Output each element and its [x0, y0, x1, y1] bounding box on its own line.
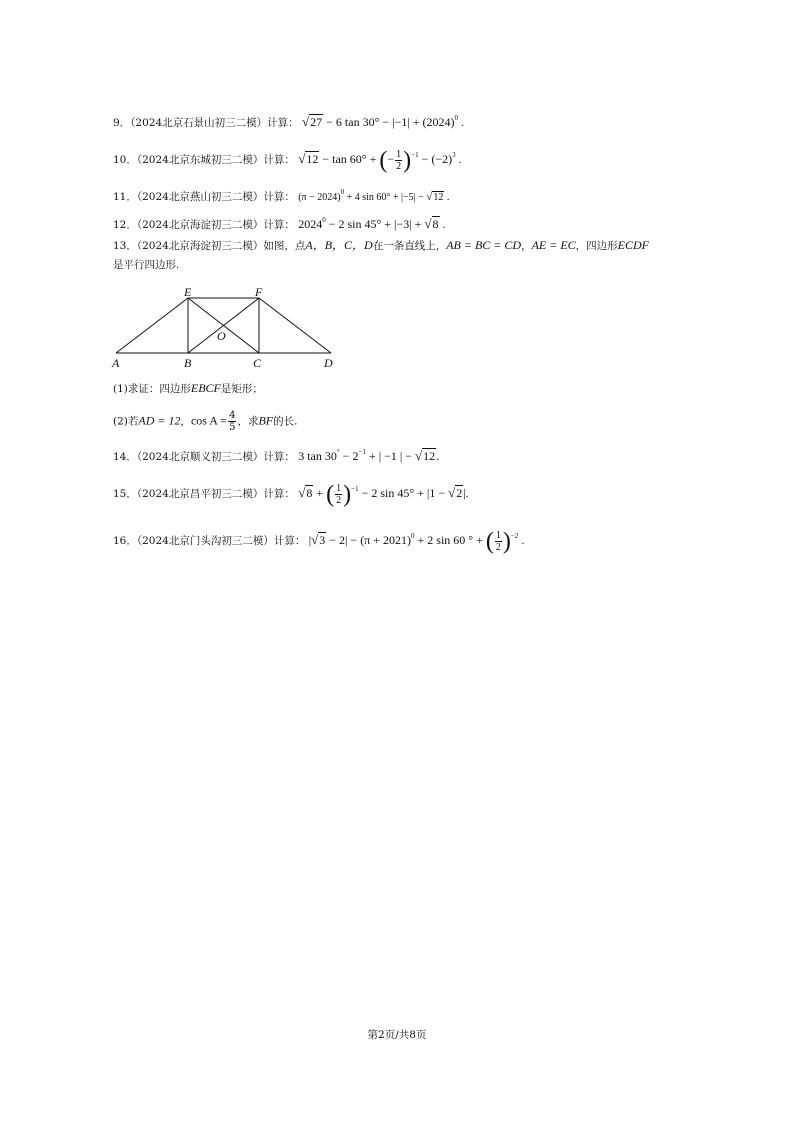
problem-text: ，四边形 [575, 240, 618, 252]
problem-number: 12． [113, 219, 137, 231]
problem-13-part2: (2)若AD = 12，cos A = $\frac{4}{5}$ ，求BF的长. [113, 410, 298, 433]
problem-source: （2024北京海淀初三二模） [136, 219, 264, 231]
fraction-numerator: 4 [229, 410, 236, 421]
label-F: F [255, 285, 263, 299]
math-expression: $(\pi - 2024)^0 + 4$ sin 60° + |−5| − √12 . [298, 188, 450, 203]
math-expression: √8 + ( $\frac{1}{2}$ )$^{-1}$ − 2 sin 45° + |1 − √2|. [298, 481, 469, 508]
quadrilateral-name: EBCF [190, 381, 221, 395]
problem-11 [113, 185, 449, 205]
quadrilateral-name: ECDF [617, 238, 649, 252]
label-B: B [184, 356, 192, 370]
problem-text: 是平行四边形. [113, 259, 180, 271]
equation: AD = 12 [138, 413, 181, 428]
problem-text: 是矩形； [220, 383, 263, 395]
problem-number: 15． [113, 488, 137, 500]
problem-prompt: 计算： [273, 535, 306, 547]
problem-12 [113, 213, 446, 232]
problem-number: 10． [113, 154, 137, 166]
segment-FD [259, 298, 331, 353]
point-list: A，B，C，D [305, 238, 373, 252]
problem-13-part1 [113, 381, 263, 396]
problem-prompt: 计算： [263, 154, 295, 166]
problem-text: (1)求证：四边形 [113, 383, 191, 395]
cos-expression: cos A = [190, 413, 228, 428]
problem-16 [113, 529, 524, 553]
problem-source: （2024北京东城初三二模） [136, 154, 264, 166]
label-O: O [217, 329, 226, 343]
problem-source: （2024北京海淀初三二模） [136, 240, 264, 252]
segment-name: BF [258, 413, 274, 428]
problem-number: 14． [113, 451, 137, 463]
problem-number: 16． [113, 535, 137, 547]
problem-prompt: 计算： [267, 117, 299, 129]
math-expression: $|√3 - 2| - (\pi + 2021)^0 + 2$ sin 60 ° + ( $\frac{1}{2}$ )$^{-2}$ . [308, 528, 525, 555]
problem-source: （2024北京燕山初三二模） [136, 191, 264, 203]
segment-AE [116, 298, 188, 353]
problem-number: 9． [113, 117, 131, 129]
label-E: E [184, 285, 192, 299]
problem-prompt: 如图，点 [263, 240, 306, 252]
math-expression: 3 $\tan 30^\circ - 2^{-1}$ + | −1 | − √12. [298, 448, 440, 463]
problem-number: 13． [113, 240, 137, 252]
problem-prompt: 计算： [263, 488, 295, 500]
math-expression: $2024^0 - 2$ sin 45° + |−3| + √8 . [298, 216, 446, 231]
problem-10 [113, 148, 462, 172]
math-expression: √27 − 6 $\tan 30^\circ - |-1| + (2024)^0$ . [302, 114, 464, 129]
fraction-denominator: 5 [229, 422, 236, 433]
label-C: C [253, 356, 262, 370]
problem-prompt: 计算： [263, 191, 295, 203]
problem-prompt: 计算： [263, 219, 295, 231]
label-D: D [324, 356, 333, 370]
geometry-figure [110, 284, 340, 370]
problem-text: ，求 [237, 415, 259, 428]
problem-text: (2)若 [113, 415, 139, 428]
equation: AB = BC = CD [446, 238, 522, 252]
problem-13 [113, 238, 649, 253]
problem-14 [113, 445, 439, 464]
problem-13-line2 [113, 258, 179, 272]
problem-source: （2024北京昌平初三二模） [136, 488, 264, 500]
problem-source: （2024北京门头沟初三二模） [136, 535, 274, 547]
label-A: A [112, 356, 120, 370]
problem-9 [113, 111, 464, 130]
separator: ， [521, 240, 532, 252]
math-expression: √12 − tan 60° + (− $\frac{1}{2}$ )$^{-1} - (-2)^3$ . [298, 147, 462, 174]
problem-text: 在一条直线上， [372, 240, 447, 252]
problem-text: 的长. [273, 415, 298, 428]
problem-15 [113, 482, 469, 506]
page-footer: 第2页/共8页 [367, 1029, 427, 1041]
problem-source: （2024北京石景山初三二模） [130, 117, 268, 129]
equation: AE = EC [531, 238, 576, 252]
problem-number: 11． [113, 191, 137, 203]
problem-prompt: 计算： [263, 451, 295, 463]
problem-source: （2024北京顺义初三二模） [136, 451, 264, 463]
